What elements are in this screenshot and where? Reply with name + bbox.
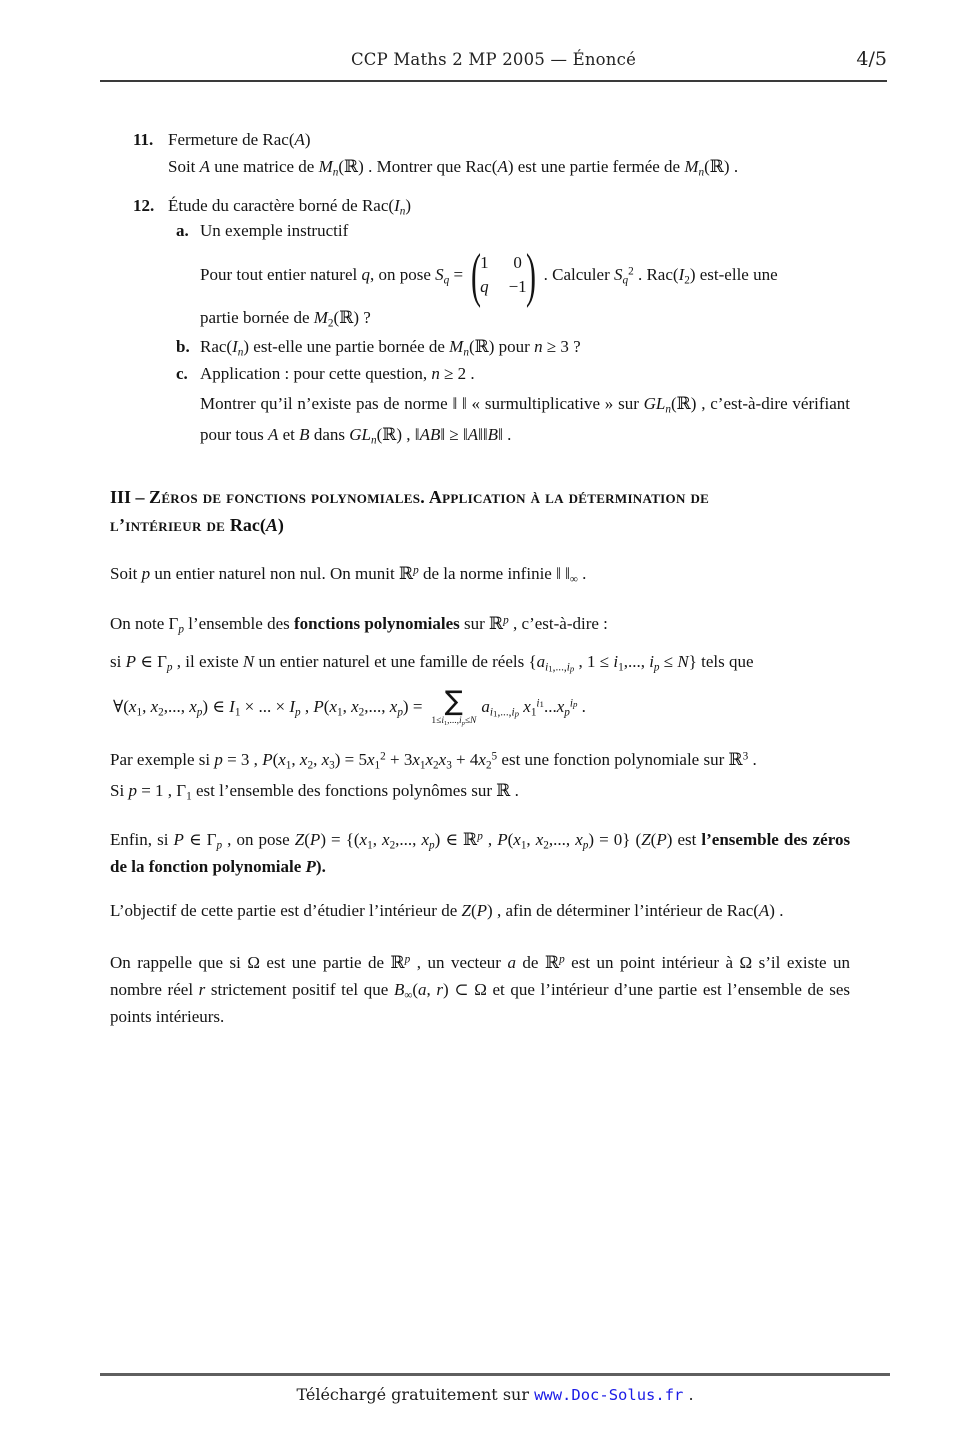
section-heading-line1: III – Zéros de fonctions polynomiales. Application à la détermination de [110, 487, 710, 508]
subquestion-text: Application : pour cette question, n ≥ 2 . [200, 364, 475, 383]
page-footer [100, 1373, 890, 1404]
continuation-line: partie bornée de $M_2(ℝ)$ ? [200, 308, 371, 330]
formula-right: $a_{i1,...,ip}$ $x_1^{i1}...x_p^{ip}$ . [481, 697, 586, 719]
paragraph: On rappelle que si Ω est une partie de ℝ$^p$ , un vecteur a de ℝ$^p$ est un point intérieur à Ω s’il existe un nombre réel r strictement positif tel que $B_\infty(a$, r) ⊂ Ω et que l’intérieur d’une partie est l’ensemble de ses points intérieurs. [110, 953, 851, 1027]
footer-rule [100, 1373, 890, 1376]
question-11 [133, 130, 850, 177]
paragraph: Soit p un entier naturel non nul. On munit ℝ$^p$ de la norme infinie ‖ $‖_\infty$ . [110, 564, 587, 586]
display-formula [113, 681, 850, 733]
matrix-cell: 1 [480, 253, 489, 272]
question-12 [133, 196, 850, 450]
question-body: Soit A une matrice de $M_n(ℝ)$ . Montrer que Rac(A) est une partie fermée de $M_n(ℝ)$ . [168, 157, 739, 179]
paragraph: Par exemple si p = 3 , $P(x_1$, $x_2$, $x_3) = 5x_1^2 + 3x_1x_2x_3 + 4x_2^5$ est une fonction polynomiale sur ℝ$^3$ . [110, 750, 757, 772]
paragraph: si P ∈ $\Gamma_p$ , il existe N un entier naturel et une famille de réels {$a_{i1,...,ip}$ , $1 \le i_1$,..., $i_p \le N$} tels que [110, 652, 754, 674]
matrix-cell: q [480, 277, 489, 296]
section-heading [110, 483, 850, 539]
question-number: 11. [133, 130, 154, 149]
header-title: CCP Maths 2 MP 2005 — Énoncé [350, 50, 637, 69]
formula-left: $\forall(x_1$, $x_2$,..., $x_p$) ∈ $I_1$ × ... × $I_p$ , $P(x_1$, $x_2$,..., $x_p$) = [113, 697, 423, 719]
matrix-definition-line [200, 242, 850, 308]
section-heading-line2: l’intérieur de Rac(A) [110, 515, 284, 536]
question-number: 12. [133, 196, 155, 215]
footer-suffix: . [683, 1385, 694, 1404]
sum-limits: $1\le i_1,...,i_p\le N$ [431, 716, 477, 728]
page-number: 4/5 [856, 48, 887, 70]
paragraph: On note $\Gamma_p$ l’ensemble des fonctions polynomiales sur ℝ$^p$ , c’est-à-dire : [110, 614, 608, 636]
subquestion-title: Un exemple instructif [200, 221, 349, 240]
matrix [466, 242, 541, 308]
subquestion-c-paragraph: Montrer qu’il n’existe pas de norme ‖ ‖ « surmultiplicative » sur $GL_n(ℝ)$ , c’est-à-dire vérifiant pour tous A et B dans $GL_n(ℝ)$ , ‖AB‖ ≥ ‖A‖‖B‖ . [200, 394, 850, 447]
matrix-cell: −1 [508, 277, 527, 296]
matrix-paren-right: ) [525, 242, 536, 308]
paragraph: Enfin, si P ∈ $\Gamma_p$ , on pose $Z(P) = \{(x_1$, $x_2$,..., $x_p$) ∈ ℝ$^p$ , $P(x_1$, $x_2$,..., $x_p) = 0$} (Z(P) est l’ensemble des zéros de la fonction polynomiale P). [110, 830, 851, 877]
subquestion-label: b. [176, 337, 190, 356]
document-body [110, 96, 850, 1030]
summation [431, 685, 477, 728]
page-header [100, 50, 887, 82]
footer-link[interactable]: www.Doc-Solus.fr [534, 1386, 684, 1404]
subquestion-b [176, 337, 850, 357]
subquestion-text: $Rac(I_n)$ est-elle une partie bornée de $M_n(ℝ)$ pour n ≥ 3 ? [200, 337, 581, 359]
paragraph: L’objectif de cette partie est d’étudier l’intérieur de Z(P) , afin de déterminer l’intérieur de Rac(A) . [110, 901, 784, 921]
subquestion-a [176, 221, 850, 241]
paragraph: Si p = 1 , $\Gamma_1$ est l’ensemble des fonctions polynômes sur ℝ . [110, 781, 519, 803]
subquestion-label: a. [176, 221, 189, 240]
math-text: . Calculer $S_q^2$ . $Rac(I_2)$ est-elle une [543, 265, 778, 287]
header-rule [100, 80, 887, 82]
question-title: Fermeture de Rac(A) [168, 130, 311, 149]
question-title: Étude du caractère borné de $Rac(I_n)$ [168, 196, 412, 218]
matrix-paren-left: ( [471, 242, 482, 308]
matrix-cell: 0 [513, 253, 522, 272]
subquestion-c [176, 364, 850, 384]
sum-symbol: ∑ [444, 685, 463, 717]
subquestion-label: c. [176, 364, 188, 383]
footer-text: Téléchargé gratuitement sur [296, 1385, 535, 1404]
math-text: Pour tout entier naturel q, on pose $S_q$ = [200, 265, 464, 287]
